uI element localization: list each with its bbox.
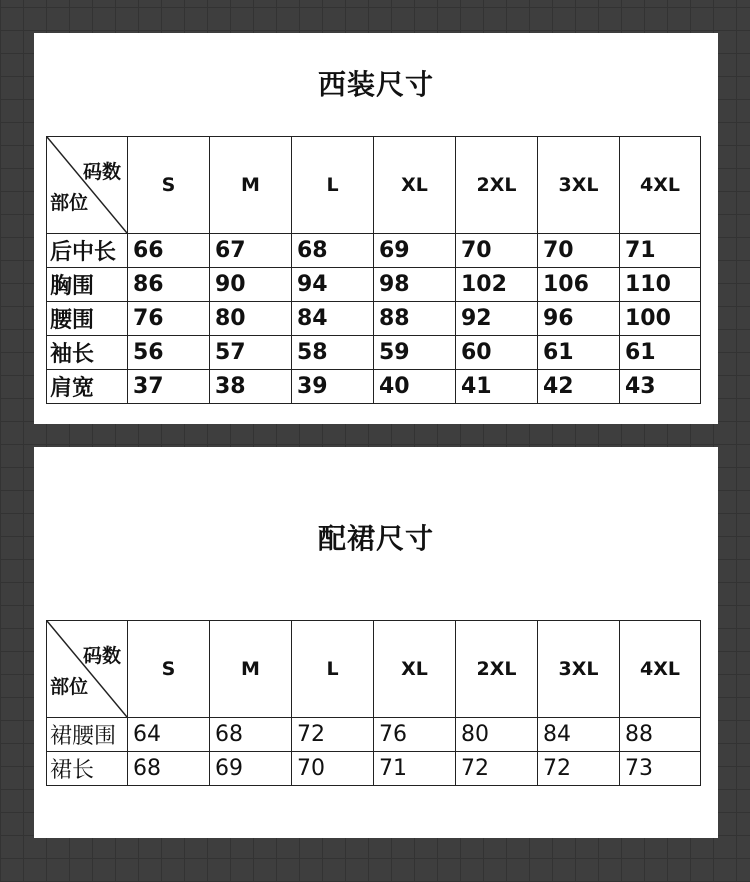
row-label: 袖长 <box>47 336 128 370</box>
skirt-size-table <box>46 620 701 786</box>
table-cell: 68 <box>128 752 210 786</box>
size-header: 2XL <box>456 621 538 718</box>
table-corner-cell <box>47 621 128 718</box>
table-cell: 42 <box>538 370 620 404</box>
table-cell: 61 <box>620 336 701 370</box>
table-cell: 61 <box>538 336 620 370</box>
table-cell: 88 <box>374 302 456 336</box>
corner-part-label: 部位 <box>50 192 89 214</box>
table-cell: 106 <box>538 268 620 302</box>
table-cell: 102 <box>456 268 538 302</box>
suit-size-panel <box>34 33 718 424</box>
table-cell: 37 <box>128 370 210 404</box>
table-cell: 40 <box>374 370 456 404</box>
table-cell: 88 <box>620 718 701 752</box>
row-label: 肩宽 <box>47 370 128 404</box>
row-label: 后中长 <box>47 234 128 268</box>
corner-part-label: 部位 <box>50 676 89 698</box>
table-row <box>47 268 701 302</box>
corner-size-label: 码数 <box>82 161 121 183</box>
table-cell: 70 <box>292 752 374 786</box>
table-cell: 58 <box>292 336 374 370</box>
table-cell: 90 <box>210 268 292 302</box>
table-cell: 80 <box>456 718 538 752</box>
size-header: XL <box>374 137 456 234</box>
table-cell: 110 <box>620 268 701 302</box>
size-header: 4XL <box>620 137 701 234</box>
table-row <box>47 302 701 336</box>
table-cell: 66 <box>128 234 210 268</box>
size-header: M <box>210 621 292 718</box>
table-row <box>47 234 701 268</box>
table-cell: 64 <box>128 718 210 752</box>
size-header: XL <box>374 621 456 718</box>
table-cell: 68 <box>292 234 374 268</box>
table-row <box>47 370 701 404</box>
table-cell: 70 <box>456 234 538 268</box>
table-cell: 59 <box>374 336 456 370</box>
table-cell: 100 <box>620 302 701 336</box>
table-cell: 39 <box>292 370 374 404</box>
row-label: 腰围 <box>47 302 128 336</box>
suit-size-table <box>46 136 701 404</box>
size-header: L <box>292 621 374 718</box>
table-cell: 92 <box>456 302 538 336</box>
row-label: 胸围 <box>47 268 128 302</box>
diagonal-line <box>47 137 127 233</box>
table-cell: 38 <box>210 370 292 404</box>
table-cell: 56 <box>128 336 210 370</box>
table-cell: 60 <box>456 336 538 370</box>
table-cell: 96 <box>538 302 620 336</box>
size-header: 4XL <box>620 621 701 718</box>
suit-size-title: 西装尺寸 <box>317 68 434 101</box>
table-cell: 68 <box>210 718 292 752</box>
table-cell: 73 <box>620 752 701 786</box>
size-header: L <box>292 137 374 234</box>
table-header-row <box>47 137 701 234</box>
table-cell: 72 <box>456 752 538 786</box>
table-cell: 67 <box>210 234 292 268</box>
row-label: 裙长 <box>47 752 128 786</box>
table-cell: 71 <box>620 234 701 268</box>
size-header: S <box>128 137 210 234</box>
corner-size-label: 码数 <box>82 645 121 667</box>
row-label: 裙腰围 <box>47 718 128 752</box>
table-row <box>47 752 701 786</box>
table-cell: 76 <box>128 302 210 336</box>
table-cell: 84 <box>292 302 374 336</box>
table-cell: 69 <box>210 752 292 786</box>
skirt-size-title: 配裙尺寸 <box>317 522 434 555</box>
size-header: S <box>128 621 210 718</box>
table-cell: 43 <box>620 370 701 404</box>
table-cell: 98 <box>374 268 456 302</box>
table-cell: 57 <box>210 336 292 370</box>
table-cell: 71 <box>374 752 456 786</box>
table-cell: 72 <box>538 752 620 786</box>
size-header: 3XL <box>538 137 620 234</box>
size-header: 3XL <box>538 621 620 718</box>
table-cell: 72 <box>292 718 374 752</box>
skirt-size-panel <box>34 447 718 838</box>
table-row <box>47 336 701 370</box>
table-cell: 94 <box>292 268 374 302</box>
table-cell: 41 <box>456 370 538 404</box>
table-cell: 69 <box>374 234 456 268</box>
table-cell: 70 <box>538 234 620 268</box>
table-header-row <box>47 621 701 718</box>
size-header: M <box>210 137 292 234</box>
table-cell: 80 <box>210 302 292 336</box>
table-cell: 84 <box>538 718 620 752</box>
table-cell: 76 <box>374 718 456 752</box>
table-row <box>47 718 701 752</box>
size-header: 2XL <box>456 137 538 234</box>
diagonal-line <box>47 621 127 717</box>
table-cell: 86 <box>128 268 210 302</box>
table-corner-cell <box>47 137 128 234</box>
